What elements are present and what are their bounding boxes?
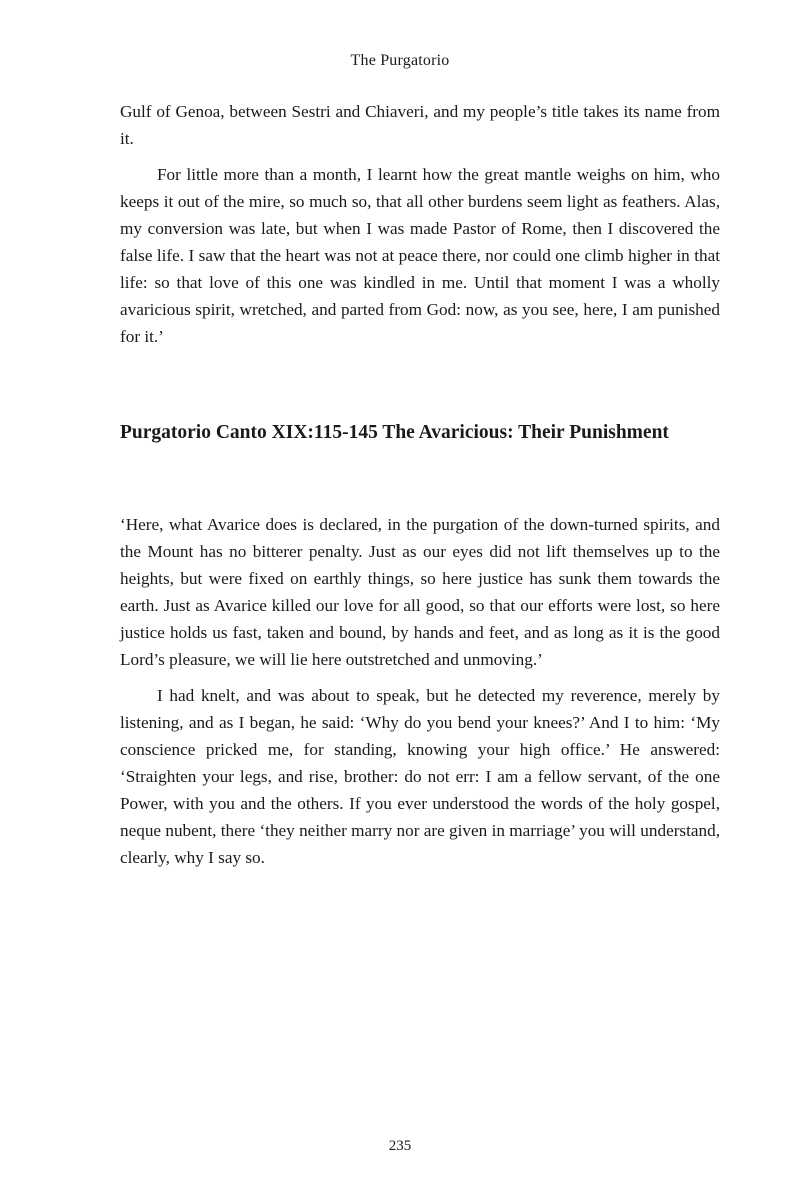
- paragraph: For little more than a month, I learnt how the great mantle weighs on him, who keeps it out of the mire, so much so, that all other burdens seem light as feathers. Alas, my conversion was late, but when I was made Pastor of Rome, then I discovered the false life. I saw that the heart was not at peace there, nor could one climb higher in that life: so that love of this one was kindled in me. Until that moment I was a wholly avaricious spirit, wretched, and parted from God: now, as you see, here, I am punished for it.’: [120, 165, 720, 346]
- paragraph-continued: Gulf of Genoa, between Sestri and Chiaveri, and my people’s title takes its name from it.: [120, 102, 720, 148]
- page-number: 235: [388, 1138, 412, 1154]
- section-heading: Purgatorio Canto XIX:115-145 The Avaricious: Their Punishment: [120, 422, 669, 443]
- paragraph: I had knelt, and was about to speak, but he detected my reverence, merely by listening, and as I began, he said: ‘Why do you bend your knees?’ And I to him: ‘My conscience pricked me, for standing, knowing your high office.’ He answered: ‘Straighten your legs, and rise, brother: do not err: I am a fellow servant, of the one Power, with you and the others. If you ever understood the words of the holy gospel, neque nubent, there ‘they neither marry nor are given in marriage’ you will understand, clearly, why I say so.: [120, 686, 720, 867]
- body-text-bottom: [120, 511, 720, 871]
- body-text-top: [120, 98, 720, 350]
- paragraph-first: ‘Here, what Avarice does is declared, in the purgation of the down-turned spirits, and the Mount has no bitterer penalty. Just as our eyes did not lift themselves up to the heights, but were fixed on earthly things, so here justice has sunk them towards the earth. Just as Avarice killed our love for all good, so that our efforts were lost, so here justice holds us fast, taken and bound, by hands and feet, and as long as it is the good Lord’s pleasure, we will lie here outstretched and unmoving.’: [120, 515, 720, 669]
- running-head: The Purgatorio: [350, 52, 450, 69]
